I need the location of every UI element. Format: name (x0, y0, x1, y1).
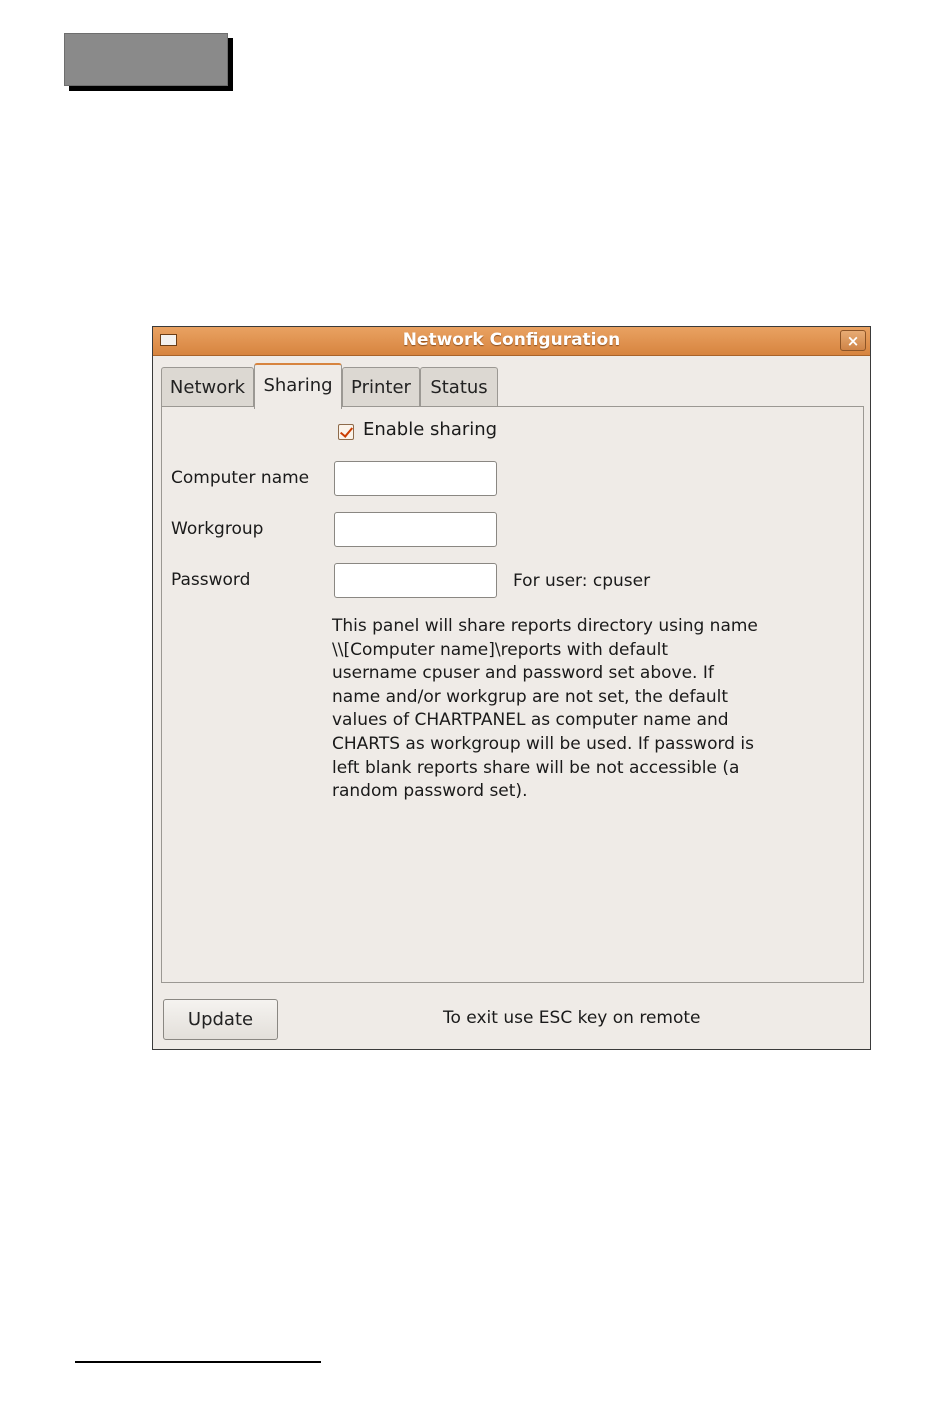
password-user-note: For user: cpuser (513, 571, 651, 591)
sharing-help-text: This panel will share reports directory using name \\[Computer name]\reports with default username cpuser and password set above. If name and/or workgrup are not set, the default values of CHARTPANEL as computer name and CHARTS as workgroup will be used. If password is left blank reports share will be not accessible (a random password set). (332, 616, 758, 802)
tab-network[interactable]: Network (161, 367, 254, 408)
computer-name-input[interactable] (334, 461, 497, 496)
tab-status[interactable]: Status (420, 367, 498, 408)
computer-name-label: Computer name (171, 468, 310, 488)
window-title: Network Configuration (402, 330, 621, 350)
password-input[interactable] (334, 563, 497, 598)
page-header-box (64, 33, 228, 86)
tab-printer[interactable]: Printer (342, 367, 420, 408)
footnote-divider (75, 1361, 321, 1363)
sharing-panel (161, 406, 864, 983)
password-label: Password (171, 570, 251, 590)
network-configuration-window (152, 326, 871, 1050)
exit-hint: To exit use ESC key on remote (443, 1008, 701, 1028)
update-button[interactable]: Update (163, 999, 278, 1040)
close-icon[interactable]: × (840, 330, 866, 351)
workgroup-label: Workgroup (171, 519, 264, 539)
enable-sharing-checkbox[interactable] (338, 424, 354, 440)
enable-sharing-label[interactable]: Enable sharing (363, 419, 498, 440)
window-titlebar[interactable] (153, 327, 870, 356)
tab-sharing[interactable]: Sharing (254, 363, 342, 409)
workgroup-input[interactable] (334, 512, 497, 547)
